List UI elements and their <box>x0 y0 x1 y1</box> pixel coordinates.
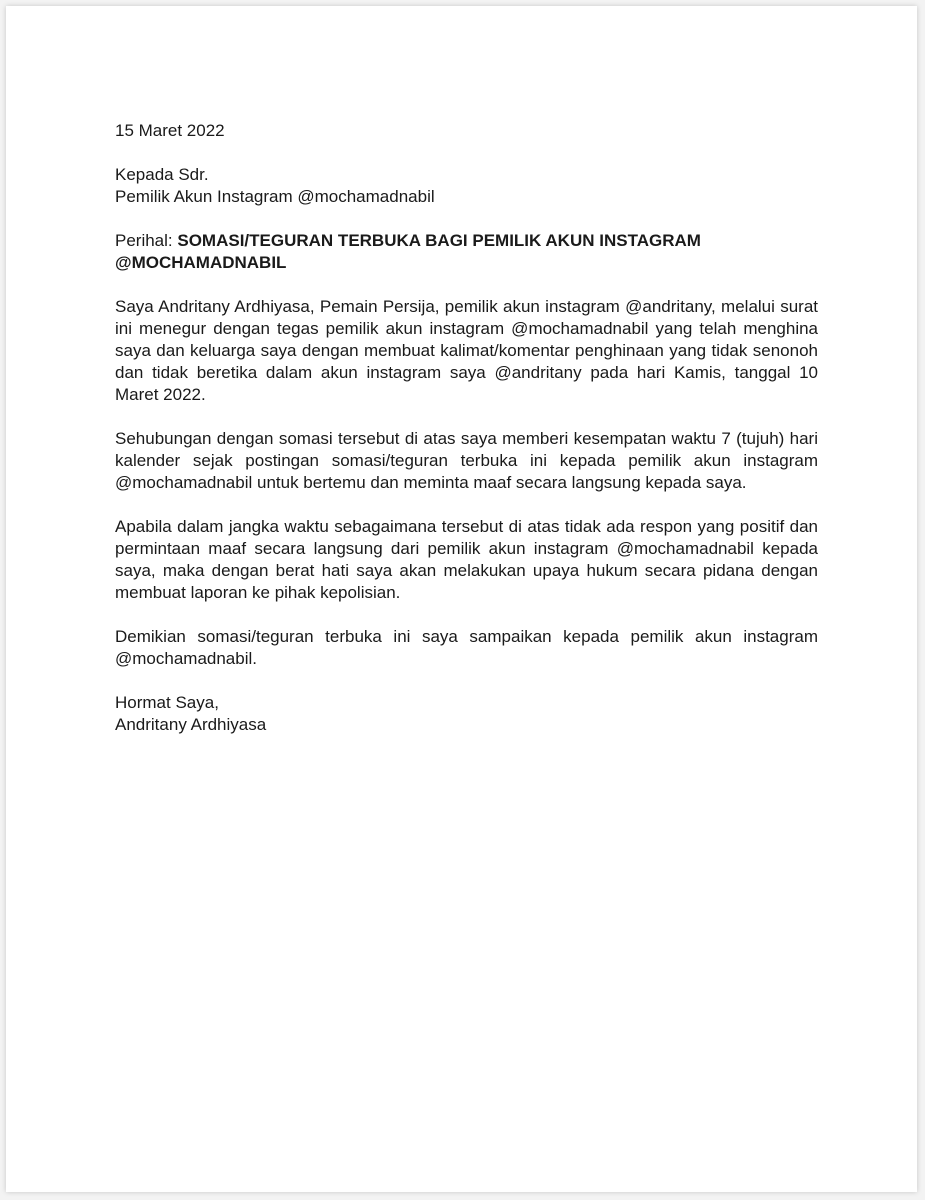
paragraph-conclusion: Demikian somasi/teguran terbuka ini saya sampaikan kepada pemilik akun instagram @mochamadnabil. <box>115 627 818 668</box>
closing-salutation: Hormat Saya, <box>115 693 219 712</box>
recipient-account: Pemilik Akun Instagram @mochamadnabil <box>115 187 435 206</box>
paragraph-complaint: Saya Andritany Ardhiyasa, Pemain Persija, pemilik akun instagram @andritany, melalui surat ini menegur dengan tegas pemilik akun instagram @mochamadnabil yang telah menghina saya dan keluarga saya dengan membuat kalimat/komentar penghinaan yang tidak senonoh dan tidak beretika dalam akun instagram saya @andritany pada hari Kamis, tanggal 10 Maret 2022. <box>115 297 818 404</box>
recipient-salutation: Kepada Sdr. <box>115 165 209 184</box>
signatory-name: Andritany Ardhiyasa <box>115 715 267 734</box>
document-page <box>6 6 917 1192</box>
subject-title: SOMASI/TEGURAN TERBUKA BAGI PEMILIK AKUN INSTAGRAM @MOCHAMADNABIL <box>115 231 701 272</box>
letter-date: 15 Maret 2022 <box>115 121 225 140</box>
paragraph-legal-action: Apabila dalam jangka waktu sebagaimana tersebut di atas tidak ada respon yang positif dan permintaan maaf secara langsung dari pemilik akun instagram @mochamadnabil kepada saya, maka dengan berat hati saya akan melakukan upaya hukum secara pidana dengan membuat laporan ke pihak kepolisian. <box>115 517 818 602</box>
subject-line <box>115 230 818 274</box>
closing-block <box>115 692 818 736</box>
subject-label: Perihal: <box>115 231 178 250</box>
recipient-block <box>115 164 818 208</box>
paragraph-deadline: Sehubungan dengan somasi tersebut di atas saya memberi kesempatan waktu 7 (tujuh) hari kalender sejak postingan somasi/teguran terbuka ini kepada pemilik akun instagram @mochamadnabil untuk bertemu dan meminta maaf secara langsung kepada saya. <box>115 429 818 492</box>
letter-body <box>115 120 818 758</box>
